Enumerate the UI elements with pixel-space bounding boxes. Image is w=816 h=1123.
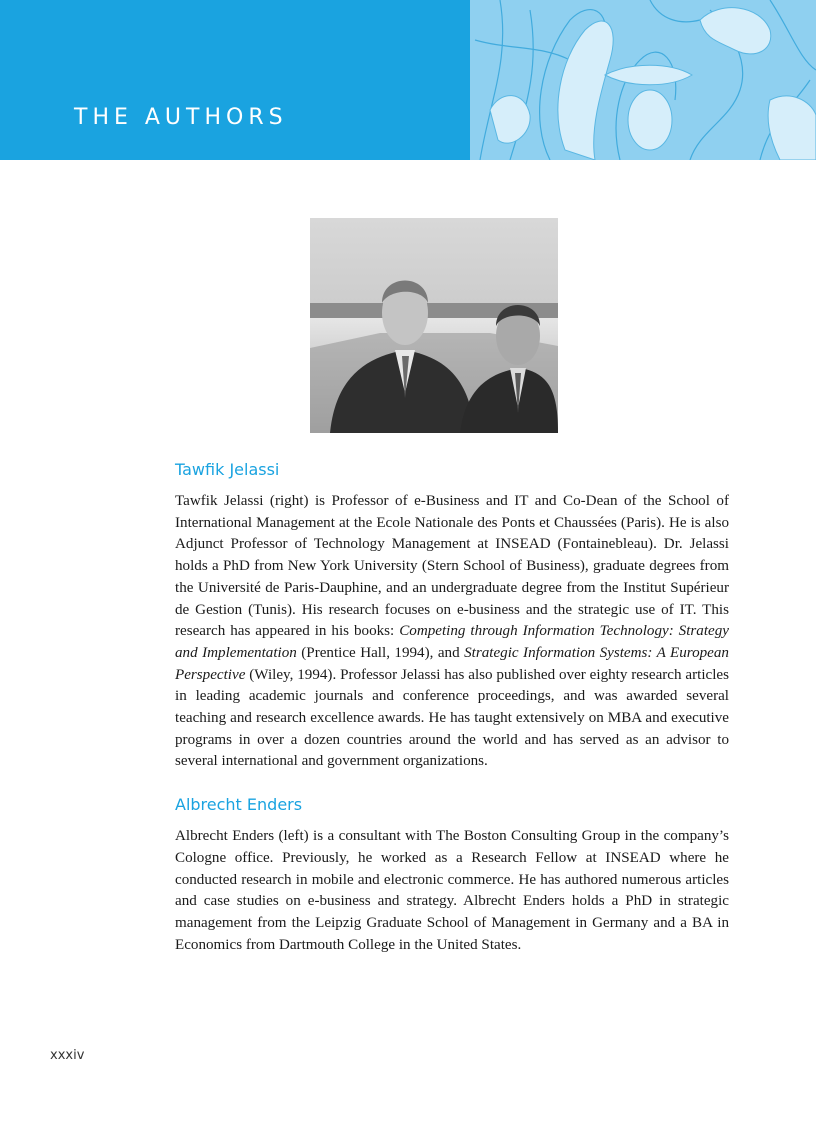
authors-section [175,460,729,956]
authors-photo [310,218,558,433]
banner-illustration [470,0,816,160]
book-title: Strategic Information Systems: A European Perspective [175,644,729,683]
author-bio: Albrecht Enders (left) is a consultant with The Boston Consulting Group in the company’s Cologne office. Previously, he worked as a Research Fellow at INSEAD where he conducted research in mobile and electronic commerce. He has authored numerous articles and case studies on e-business and strategy. Albrecht Enders holds a PhD in strategic management from the Leipzig Graduate School of Management in Germany and a BA in Economics from Dartmouth College in the United States. [175,828,729,953]
author-name: Tawfik Jelassi [175,460,280,479]
book-title: Competing through Information Technology: Strategy and Implementation [175,623,729,661]
page-number: xxxiv [50,1048,85,1063]
header-banner [0,0,816,160]
author-bio: Tawfik Jelassi (right) is Professor of e-Business and IT and Co-Dean of the School of International Management at the Ecole Nationale des Ponts et Chaussées (Paris). He is also Adjunct Professor of Technology Management at INSEAD (Fontainebleau). Dr. Jelassi holds a PhD from New York University (Stern School of Business), graduate degrees from the Université de Paris-Dauphine, and an undergraduate degree from the Institut Supérieur de Gestion (Tunis). His research focuses on e-business and the strategic use of IT. This research has appeared in his books: Competing through Information Technology: Strategy and Implementation (Prentice Hall, 1994), and Strategic Information Systems: A European Perspective (Wiley, 1994). Professor Jelassi has also published over eighty research articles in leading academic journals and conference proceedings, and was awarded several teaching and research excellence awards. He has taught extensively on MBA and executive programs in over a dozen countries around the world and has served as an advisor to several international and government organizations. [175,493,729,770]
author-name: Albrecht Enders [175,795,303,815]
page-title: THE AUTHORS [74,105,288,130]
